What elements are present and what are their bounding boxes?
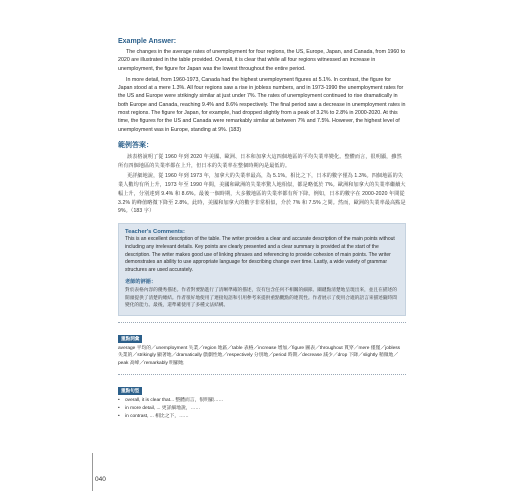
phrase-text: overall, it is clear that... 整體而言，很明顯…… <box>125 397 224 403</box>
teacher-comments-title: Teacher's Comments: <box>125 229 185 236</box>
phrase-item <box>118 405 406 413</box>
bullet-icon: • <box>118 405 120 411</box>
translation-paragraph-1: 該表格說明了從 1960 年到 2020 年美國、歐洲、日本和加拿大這四個地區的平均失業率變化。整體而言，很明顯，雖然所有四個地區的失業率都在上升，但日本的失業率在整個時期內是最低的。 <box>118 153 402 169</box>
teacher-comments-text: This is an excellent description of the table. The writer provides a clear and accurate description of the main points without including any irrelevant details. Key points are clearly presented and a clear summary is provided at the start of the description. The writer makes good use of linking phrases and referencing to provide cohesion of main points. The writer demonstrates an ability to use appropriate language for describing change over time. Lastly, a wide variety of grammar structures are used accurately. <box>125 236 395 273</box>
teacher-comments-text-cn: 對於表格內容的優秀描述。作者對要點進行了清晰準確的描述，沒有包含任何不相關的細節。關鍵點清楚地呈現出來，並且在描述的開頭提供了清楚的總結。作者很好地使用了連接短語和引用參考來提供重點觀點的連貫性。作者展示了使用合適的語言來描述隨時間變化的能力。最後，還準確使用了多種文法結構。 <box>125 287 397 308</box>
translation-paragraph-2: 更詳細地說，從 1960 年到 1973 年，加拿大的失業率最高，為 5.1%。相比之下，日本的數字僅為 1.3%。四個地區的失業人數均有所上升，1973 年至 1990 年間，美國和歐洲的失業率驚人地相似，都是略低於 7%。歐洲和加拿大的失業率繼續大幅上升，分別達到 9.4% 和 8.6%。最後一個時期，大多數地區的失業率都有所下降。例如，日本的數字在 2000-2020 年間從 3.2% 的峰值略微下降至 2.8%。此時，美國和加拿大的數字非常相似，介於 7% 和 7.5% 之間。然而，歐洲的失業率最高點是 9%。（183 字） <box>118 172 406 215</box>
vocabulary-label: 重點詞彙 <box>118 335 142 343</box>
phrases-list <box>118 397 406 421</box>
vocabulary-section <box>118 322 406 368</box>
phrase-text: in more detail, ... 更詳細地說，…… <box>125 405 201 411</box>
vocabulary-list: average 平均的／unemployment 失業／region 地區／table 表格／increase 增加／figure 圖表／throughout 貫穿／mere 僅僅／jobless 失業的／strikingly 顯著地／dramatically 戲劇性地／respectively 分別地／period 時期／decrease 減少／drop 下降／slightly 稍微地／peak 高峰／remarkably 明顯地 <box>118 345 401 367</box>
example-paragraph-2: In more detail, from 1960-1973, Canada had the highest unemployment figures at 5.1%. In contrast, the figure for Japan stood at a mere 1.3%. All four regions saw a rise in jobless numbers, and in 1973-1990 the unemployment rates for the US and Europe were strikingly similar at just under 7%. The rates of unemployment continued to rise dramatically in both Europe and Canada, reaching 9.4% and 8.6% respectively. The final period saw a decrease in unemployment rates in most regions. The figure for Japan, for example, had dropped slightly from a peak of 3.2% to 2.8% in 2000-2020. At this time, the figures for the US and Canada were remarkably similar at between 7% and 7.5%. However, the highest level of unemployment was in Europe, standing at 9%. (183) <box>118 76 406 133</box>
phrases-section <box>118 374 406 421</box>
bullet-icon: • <box>118 413 120 419</box>
page-number: 040 <box>95 476 106 483</box>
phrase-item <box>118 397 406 405</box>
phrases-label: 重點句型 <box>118 387 142 395</box>
translation-title: 範例答案： <box>118 141 153 149</box>
bullet-icon: • <box>118 397 120 403</box>
page-content <box>118 38 406 421</box>
teacher-comments-box <box>118 223 406 315</box>
example-answer-title: Example Answer: <box>118 38 177 45</box>
teacher-comments-title-cn: 老師的評語： <box>125 279 157 286</box>
phrase-item <box>118 413 406 421</box>
example-paragraph-1: The changes in the average rates of unemployment for four regions, the US, Europe, Japan, and Canada, from 1960 to 2020 are illustrated in the table provided. Overall, it is clear that while all four regions witnessed an increase in unemployment, the figure for Japan was the lowest throughout the entire period. <box>118 49 406 72</box>
page-margin-rule <box>92 453 93 491</box>
phrase-text: in contrast, ... 相比之下，…… <box>125 413 189 419</box>
